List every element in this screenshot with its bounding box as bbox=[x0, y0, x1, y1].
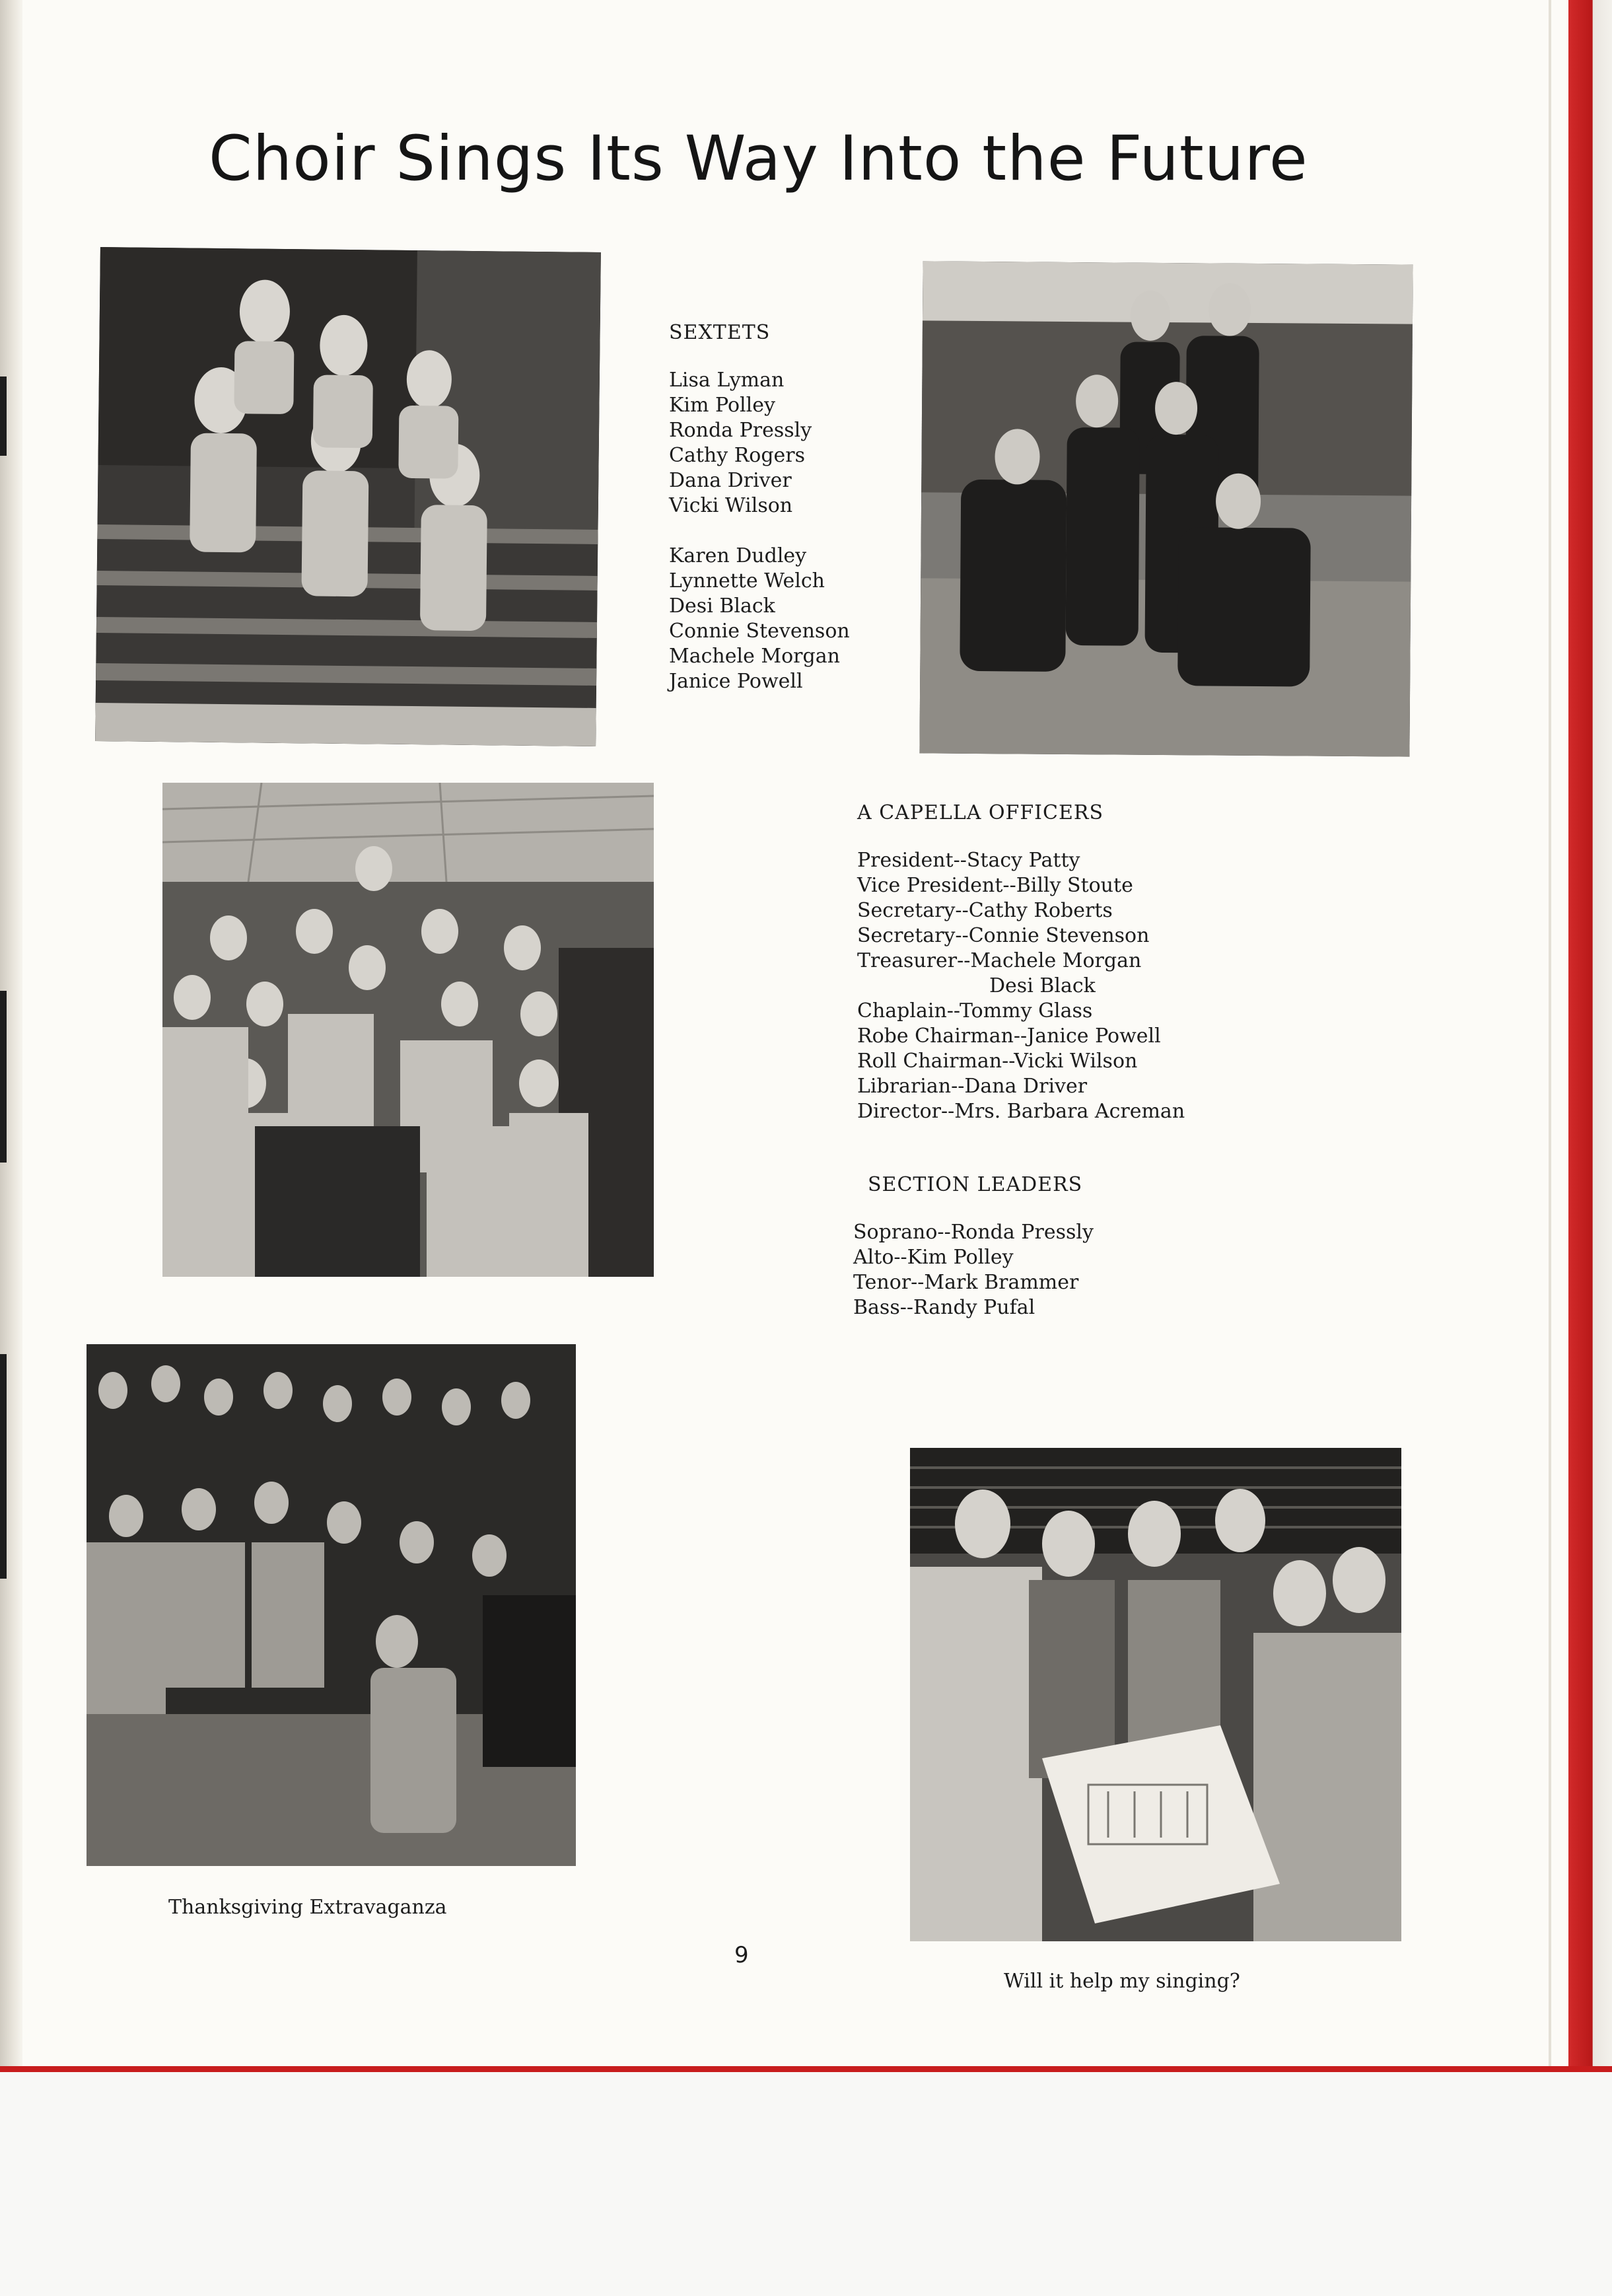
sextets-list bbox=[669, 320, 850, 694]
officer-entry: Treasurer--Machele Morgan bbox=[857, 949, 1142, 972]
officer-entry: President--Stacy Patty bbox=[857, 849, 1080, 872]
sextet-member: Connie Stevenson bbox=[669, 620, 850, 643]
sextet-member: Karen Dudley bbox=[669, 544, 807, 567]
sextet-member: Lisa Lyman bbox=[669, 369, 785, 392]
officer-entry: Director--Mrs. Barbara Acreman bbox=[857, 1100, 1185, 1123]
section-leaders-list bbox=[853, 1172, 1094, 1320]
officer-entry: Secretary--Connie Stevenson bbox=[857, 924, 1150, 947]
gutter-shadow bbox=[0, 1354, 7, 1579]
page-number: 9 bbox=[734, 1942, 749, 1968]
sextet-member: Dana Driver bbox=[669, 469, 792, 492]
gutter-shadow bbox=[0, 377, 7, 456]
officer-entry: Desi Black bbox=[989, 974, 1096, 997]
section-leader-entry: Bass--Randy Pufal bbox=[853, 1296, 1035, 1319]
page-fold bbox=[1549, 0, 1551, 2066]
sextet-member: Machele Morgan bbox=[669, 645, 840, 668]
officer-entry: Chaplain--Tommy Glass bbox=[857, 999, 1093, 1022]
officer-entry: Secretary--Cathy Roberts bbox=[857, 899, 1113, 922]
binding-gutter bbox=[0, 0, 22, 2290]
officers-heading: A CAPELLA OFFICERS bbox=[857, 801, 1104, 824]
officer-entry: Vice President--Billy Stoute bbox=[857, 874, 1133, 897]
sextets-heading: SEXTETS bbox=[669, 321, 771, 344]
sextet-member: Janice Powell bbox=[669, 670, 803, 693]
section-leaders-heading: SECTION LEADERS bbox=[868, 1173, 1083, 1196]
cover-edge-bottom bbox=[0, 2066, 1612, 2296]
sextet-member: Desi Black bbox=[669, 594, 775, 618]
officer-entry: Robe Chairman--Janice Powell bbox=[857, 1024, 1161, 1048]
officer-entry: Roll Chairman--Vicki Wilson bbox=[857, 1050, 1138, 1073]
section-leader-entry: Soprano--Ronda Pressly bbox=[853, 1221, 1094, 1244]
sextet-stairs-photo bbox=[95, 247, 601, 746]
singing-caption: Will it help my singing? bbox=[1004, 1970, 1240, 1993]
sextet-member: Vicki Wilson bbox=[669, 494, 793, 517]
sextet-member: Lynnette Welch bbox=[669, 569, 825, 592]
thanksgiving-caption: Thanksgiving Extravaganza bbox=[168, 1896, 447, 1919]
acapella-group-photo bbox=[162, 783, 654, 1277]
cover-edge-right bbox=[1568, 0, 1612, 2290]
officers-list bbox=[857, 801, 1185, 1124]
section-leader-entry: Tenor--Mark Brammer bbox=[853, 1271, 1079, 1294]
officer-entry: Librarian--Dana Driver bbox=[857, 1075, 1088, 1098]
sextet-member: Cathy Rogers bbox=[669, 444, 806, 467]
page-title: Choir Sings Its Way Into the Future bbox=[209, 123, 1308, 195]
spacer bbox=[669, 519, 850, 544]
thanksgiving-photo bbox=[87, 1344, 576, 1866]
section-leader-entry: Alto--Kim Polley bbox=[853, 1246, 1014, 1269]
sextet-member: Ronda Pressly bbox=[669, 419, 812, 442]
gutter-shadow bbox=[0, 991, 7, 1163]
singing-gift-photo bbox=[910, 1448, 1401, 1941]
sextet-dresses-photo bbox=[919, 261, 1413, 756]
sextet-member: Kim Polley bbox=[669, 394, 775, 417]
